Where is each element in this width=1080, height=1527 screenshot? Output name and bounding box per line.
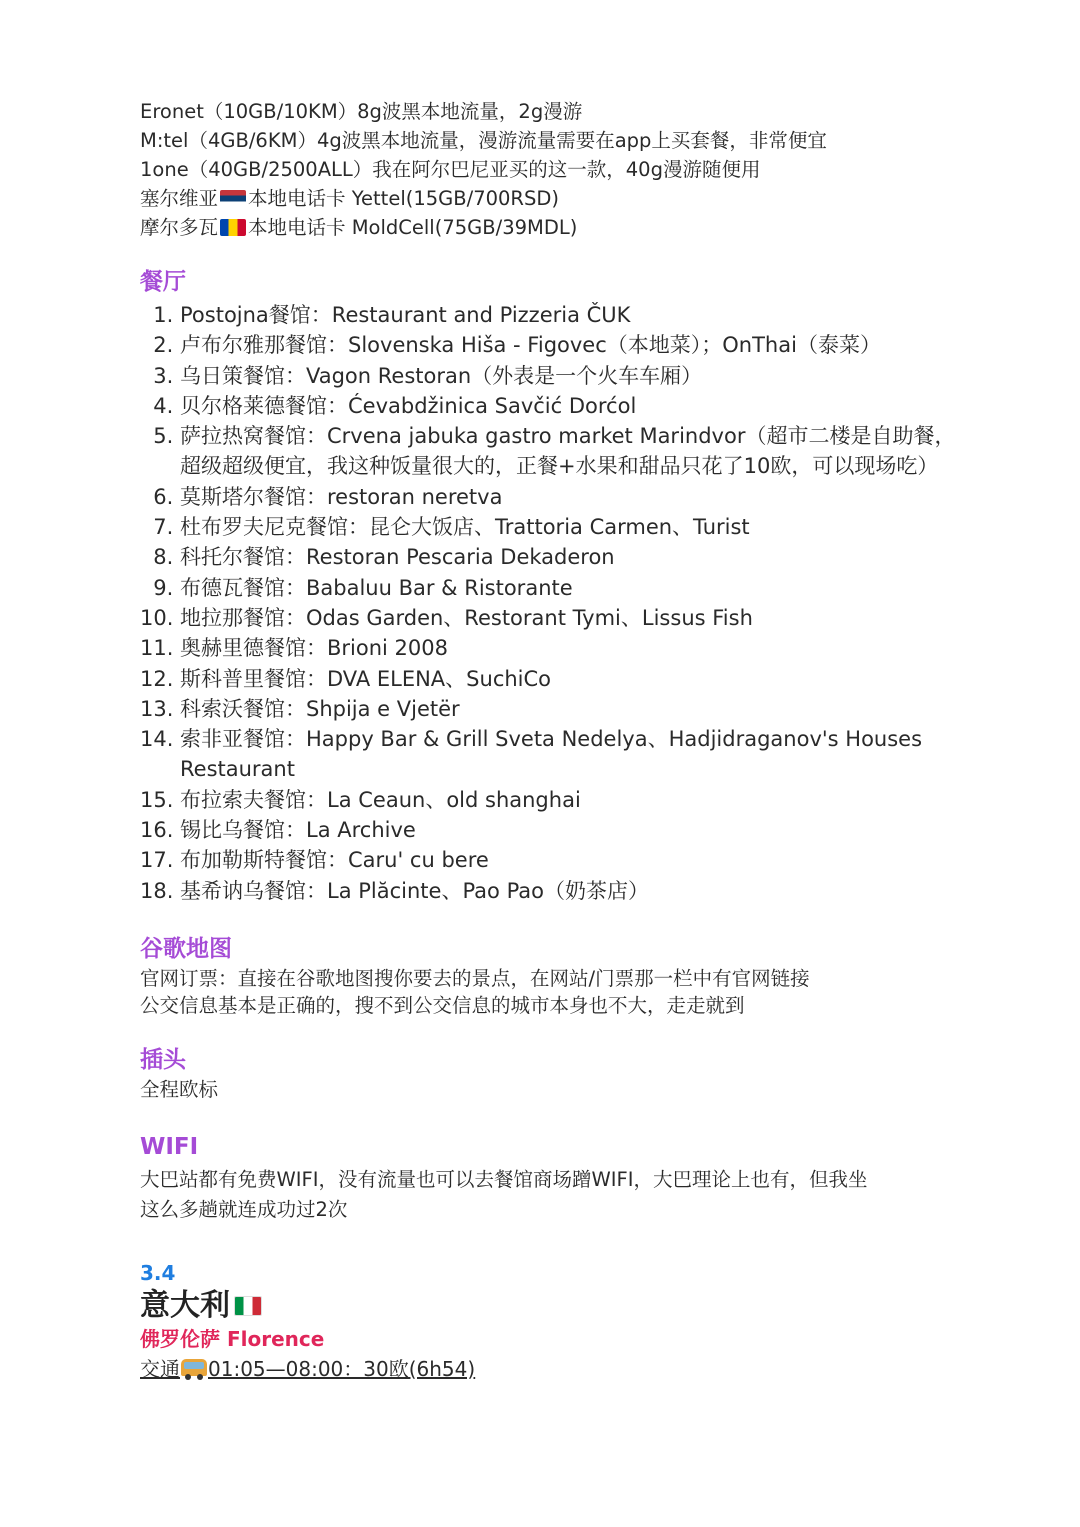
google-maps-line-tickets: 官网订票：直接在谷歌地图搜你要去的景点，在网站/门票那一栏中有官网链接 [140,966,810,990]
restaurant-list-item [140,603,960,633]
restaurant-list-item [140,633,960,663]
sim-line-1one: 1one（40GB/2500ALL）我在阿尔巴尼亚买的这一款，40g漫游随便用 [140,158,761,181]
list-item-number: 7. [153,515,180,540]
restaurant-list-item [140,300,960,330]
list-item-number: 9. [153,575,180,600]
country-title [140,1287,960,1325]
list-item-text: 杜布罗夫尼克餐馆：昆仑大饭店、Trattoria Carmen、Turist [180,515,750,540]
restaurant-list-item [140,876,960,906]
italy-flag-icon [234,1296,262,1316]
list-item-text: 斯科普里餐馆：DVA ELENA、SuchiCo [180,666,552,691]
plug-text: 全程欧标 [140,1077,219,1101]
sim-line-moldova [140,213,960,242]
moldova-card-info: 本地电话卡 MoldCell(75GB/39MDL) [248,216,578,239]
restaurant-list-item [140,815,960,845]
list-item-text: 布拉索夫餐馆：La Ceaun、old shanghai [180,787,581,812]
list-item-text: 奥赫里德餐馆：Brioni 2008 [180,636,448,661]
list-item-number: 18. [140,878,181,903]
list-item-number: 17. [140,848,181,873]
plug-heading: 插头 [140,1046,186,1073]
serbia-label: 塞尔维亚 [140,187,219,210]
restaurant-list-item [140,573,960,603]
restaurant-list-item [140,330,960,360]
list-item-text: 锡比乌餐馆：La Archive [180,818,416,843]
serbia-flag-icon [220,190,246,207]
sim-line-eronet: Eronet（10GB/10KM）8g波黑本地流量，2g漫游 [140,100,583,123]
google-maps-line-transit: 公交信息基本是正确的，搜不到公交信息的城市本身也不大，走走就到 [140,993,745,1017]
list-item-number: 1. [153,303,180,327]
restaurant-list-item [140,785,960,815]
list-item-number: 5. [153,424,180,449]
restaurant-list-item [140,664,960,694]
wifi-heading: WIFI [140,1133,199,1160]
restaurant-list-item [140,482,960,512]
restaurant-list-item [140,694,960,724]
transport-detail: 01:05—08:00：30欧(6h54) [208,1356,476,1381]
list-item-number: 10. [140,605,181,630]
list-item-number: 8. [153,545,180,570]
list-item-number: 12. [140,666,181,691]
transport-label: 交通 [140,1356,180,1381]
restaurant-list-item [140,391,960,421]
list-item-text: 科索沃餐馆：Shpija e Vjetër [180,696,460,721]
wifi-line-1: 大巴站都有免费WIFI，没有流量也可以去餐馆商场蹭WIFI，大巴理论上也有，但我坐 [140,1167,868,1191]
list-item-number: 16. [140,818,181,843]
restaurants-heading: 餐厅 [140,269,186,295]
list-item-number: 4. [153,393,180,418]
moldova-flag-icon [220,219,246,236]
list-item-text: 萨拉热窝餐馆：Crvena jabuka gastro market Marindvor（超市二楼是自助餐，超级超级便宜，我这种饭量很大的，正餐+水果和甜品只花了10欧，可以现场吃） [180,424,956,479]
serbia-card-info: 本地电话卡 Yettel(15GB/700RSD) [248,187,559,210]
country-name: 意大利 [140,1287,230,1323]
restaurant-list-item [140,421,960,482]
list-item-text: 地拉那餐馆：Odas Garden、Restorant Tymi、Lissus Fish [180,605,753,630]
restaurant-list-item [140,361,960,391]
document-content [140,97,960,1385]
sim-line-mtel: M:tel（4GB/6KM）4g波黑本地流量，漫游流量需要在app上买套餐，非常便宜 [140,129,827,152]
list-item-number: 2. [153,333,180,358]
list-item-text: 基希讷乌餐馆：La Plăcinte、Pao Pao（奶茶店） [180,878,650,903]
restaurant-list-item [140,512,960,542]
sim-card-section [140,97,960,242]
bus-icon [181,1359,207,1380]
restaurant-list-item [140,724,960,785]
restaurant-list [140,300,960,906]
list-item-number: 13. [140,696,181,721]
list-item-number: 15. [140,787,181,812]
list-item-number: 14. [140,727,181,752]
transport-link[interactable] [140,1353,960,1385]
list-item-text: 科托尔餐馆：Restoran Pescaria Dekaderon [180,545,615,570]
list-item-text: 布德瓦餐馆：Babaluu Bar & Ristorante [180,575,573,600]
list-item-text: 布加勒斯特餐馆：Caru' cu bere [180,848,489,873]
list-item-text: 卢布尔雅那餐馆：Slovenska Hiša - Figovec（本地菜）；OnThai（泰菜） [180,333,881,358]
itinerary-date: 3.4 [140,1260,176,1285]
list-item-text: 索非亚餐馆：Happy Bar & Grill Sveta Nedelya、Hadjidraganov's Houses Restaurant [180,727,923,782]
moldova-label: 摩尔多瓦 [140,216,219,239]
restaurant-list-item [140,542,960,572]
city-title: 佛罗伦萨 Florence [140,1326,325,1351]
list-item-number: 11. [140,636,181,661]
list-item-text: 莫斯塔尔餐馆：restoran neretva [180,484,503,509]
list-item-text: 贝尔格莱德餐馆：Ćevabdžinica Savčić Dorćol [180,393,637,418]
wifi-line-2: 这么多趟就连成功过2次 [140,1197,348,1221]
list-item-number: 6. [153,484,180,509]
google-maps-heading: 谷歌地图 [140,935,232,962]
list-item-text: 乌日策餐馆：Vagon Restoran（外表是一个火车车厢） [180,363,703,388]
restaurant-list-item [140,845,960,875]
sim-line-serbia [140,184,960,213]
list-item-number: 3. [153,363,180,388]
list-item-text: Postojna餐馆：Restaurant and Pizzeria ČUK [180,303,631,327]
